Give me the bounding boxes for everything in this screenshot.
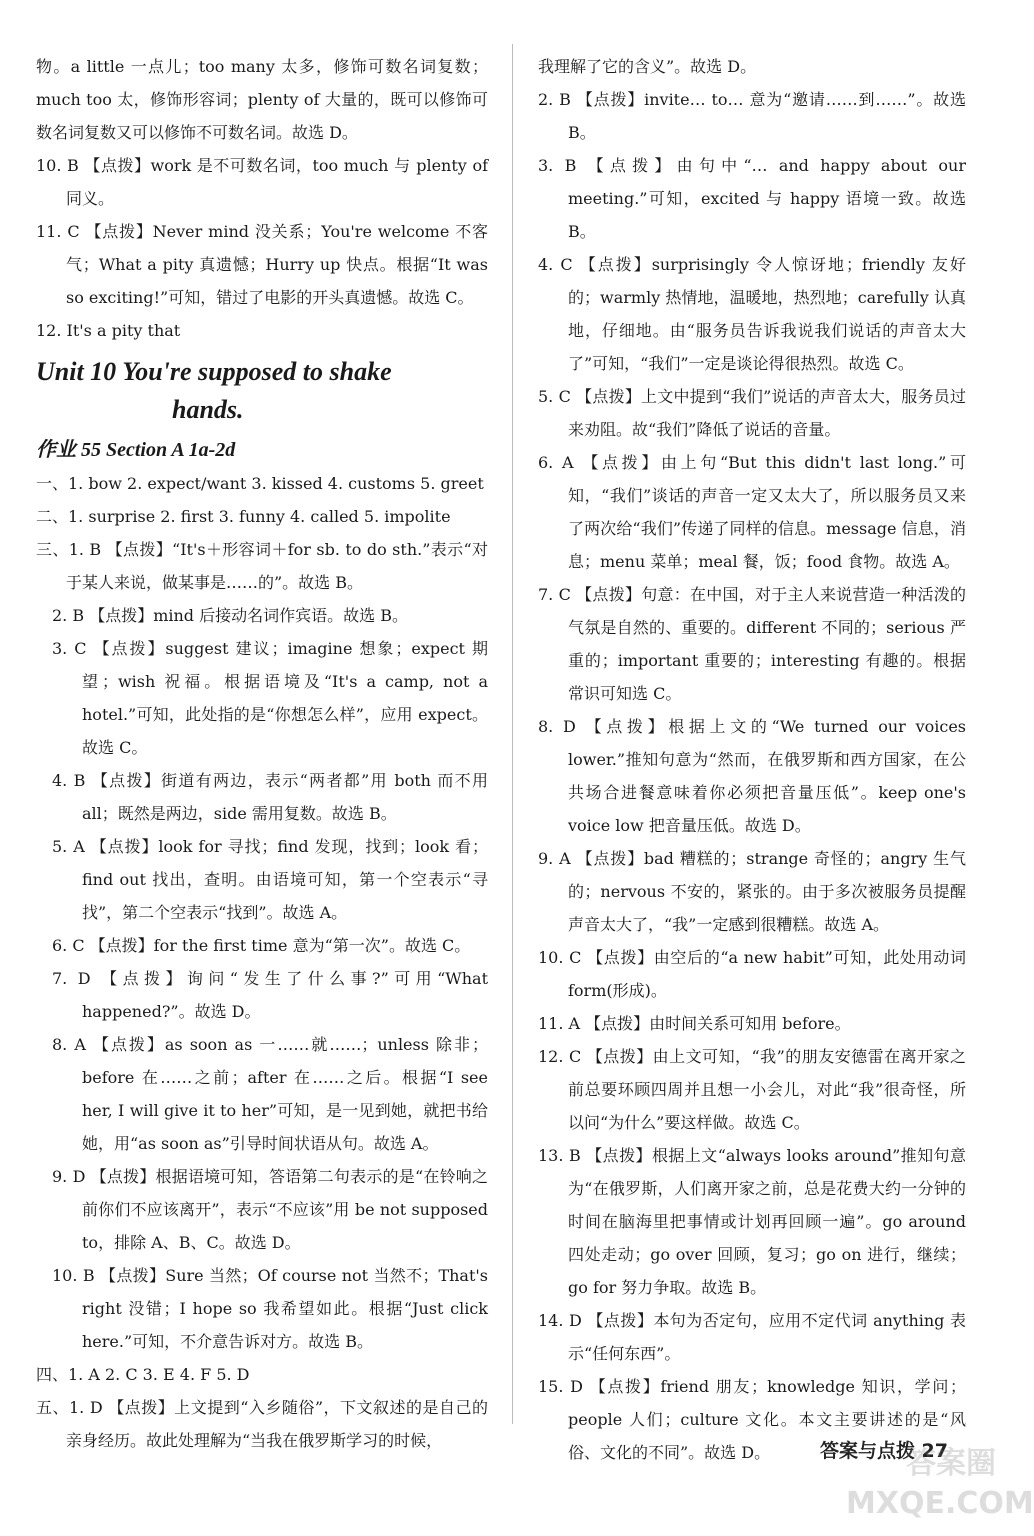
answer-item: 6. A 【点拨】由上句“But this didn't last long.”可知，“我们”谈话的声音一定又太大了，所以服务员又来了两次给“我们”传递了同样的信息。message 信息，消息；menu 菜单；meal 餐，饭；food 食物。故选 A。 [538, 453, 966, 571]
answer-item: 12. It's a pity that [36, 321, 181, 340]
answer-item: 6. C 【点拨】for the first time 意为“第一次”。故选 C。 [52, 936, 471, 955]
part-two-answers: 二、1. surprise 2. first 3. funny 4. called 5. impolite [36, 507, 451, 526]
answer-item: 12. C 【点拨】由上文可知，“我”的朋友安德雷在离开家之前总要环顾四周并且想一小会儿，对此“我”很奇怪，所以问“为什么”要这样做。故选 C。 [538, 1047, 966, 1132]
answer-item: 11. A 【点拨】由时间关系可知用 before。 [538, 1014, 851, 1033]
part-four-answers: 四、1. A 2. C 3. E 4. F 5. D [36, 1365, 250, 1384]
answer-item: 10. B 【点拨】work 是不可数名词，too much 与 plenty of 同义。 [36, 156, 488, 208]
answer-item: 7. D 【点拨】询问“发生了什么事?”可用“What happened?”。故选 D。 [52, 969, 488, 1021]
column-divider [512, 44, 513, 1424]
answer-item: 5. A 【点拨】look for 寻找；find 发现，找到；look 看；find out 找出，查明。由语境可知，第一个空表示“寻找”，第二个空表示“找到”。故选 A。 [52, 837, 488, 922]
answer-item: 10. B 【点拨】Sure 当然；Of course not 当然不；That's right 没错；I hope so 我希望如此。根据“Just click here.”可知，不介意告诉对方。故选 B。 [52, 1266, 488, 1351]
answer-item: 10. C 【点拨】由空后的“a new habit”可知，此处用动词 form(形成)。 [538, 948, 966, 1000]
unit-title-line1: Unit 10 You're supposed to shake [36, 357, 392, 386]
answer-item: 5. C 【点拨】上文中提到“我们”说话的声音太大，服务员过来劝阻。故“我们”降低了说话的音量。 [538, 387, 966, 439]
answer-item: 9. A 【点拨】bad 糟糕的；strange 奇怪的；angry 生气的；nervous 不安的，紧张的。由于多次被服务员提醒声音太大了，“我”一定感到很糟糕。故选 A。 [538, 849, 966, 934]
page-footer: 答案与点拨 27 [819, 1440, 948, 1462]
answer-item: 4. C 【点拨】surprisingly 令人惊讶地；friendly 友好的；warmly 热情地，温暖地，热烈地；carefully 认真地，仔细地。由“服务员告诉我说我们说话的声音太大了”可知，“我们”一定是谈论得很热烈。故选 C。 [538, 255, 966, 373]
left-column [36, 50, 488, 1457]
answer-item: 8. D 【点拨】根据上文的“We turned our voices lower.”推知句意为“然而，在俄罗斯和西方国家，在公共场合进餐意味着你必须把音量压低”。keep one's voice low 把音量压低。故选 D。 [538, 717, 966, 835]
answer-item: 13. B 【点拨】根据上文“always looks around”推知句意为“在俄罗斯，人们离开家之前，总是花费大约一分钟的时间在脑海里把事情或计划再回顾一遍”。go around 四处走动；go over 回顾，复习；go on 进行，继续；go for 努力争取。故选 B。 [538, 1146, 966, 1297]
answer-item: 五、1. D 【点拨】上文提到“入乡随俗”，下文叙述的是自己的亲身经历。故此处理解为“当我在俄罗斯学习的时候， [36, 1398, 488, 1450]
continuation-text: 我理解了它的含义”。故选 D。 [538, 57, 757, 76]
answer-item: 3. B 【点拨】由句中“… and happy about our meeting.”可知，excited 与 happy 语境一致。故选 B。 [538, 156, 966, 241]
answer-item: 2. B 【点拨】invite… to… 意为“邀请……到……”。故选 B。 [538, 90, 966, 142]
intro-paragraph: 物。a little 一点儿；too many 太多，修饰可数名词复数；much too 太，修饰形容词；plenty of 大量的，既可以修饰可数名词复数又可以修饰不可数名词。故选 D。 [36, 57, 488, 142]
section-heading: 作业 55 Section A 1a-2d [36, 439, 236, 461]
answer-item: 3. C 【点拨】suggest 建议；imagine 想象；expect 期望；wish 祝福。根据语境及“It's a camp, not a hotel.”可知，此处指的是“你想怎么样”，应用 expect。故选 C。 [52, 639, 488, 757]
answer-item: 9. D 【点拨】根据语境可知，答语第二句表示的是“在铃响之前你们不应该离开”，表示“不应该”用 be not supposed to，排除 A、B、C。故选 D。 [52, 1167, 488, 1252]
unit-title-line2: hands. [172, 395, 244, 424]
answer-item: 三、1. B 【点拨】“It's＋形容词＋for sb. to do sth.”表示“对于某人来说，做某事是……的”。故选 B。 [36, 540, 488, 592]
unit-title [36, 353, 488, 429]
answer-item: 2. B 【点拨】mind 后接动名词作宾语。故选 B。 [52, 606, 408, 625]
answer-item: 14. D 【点拨】本句为否定句，应用不定代词 anything 表示“任何东西”。 [538, 1311, 966, 1363]
answer-item: 4. B 【点拨】街道有两边，表示“两者都”用 both 而不用 all；既然是两边，side 需用复数。故选 B。 [52, 771, 488, 823]
answer-item: 15. D 【点拨】friend 朋友；knowledge 知识，学问；people 人们；culture 文化。本文主要讲述的是“风俗、文化的不同”。故选 D。 [538, 1377, 966, 1462]
answer-item: 7. C 【点拨】句意：在中国，对于主人来说营造一种活泼的气氛是自然的、重要的。different 不同的；serious 严重的；important 重要的；interesting 有趣的。根据常识可知选 C。 [538, 585, 966, 703]
right-column [538, 50, 966, 1469]
watermark-logo: 答案圈 MXQE.COM [846, 1446, 1034, 1521]
answer-item: 11. C 【点拨】Never mind 没关系；You're welcome 不客气；What a pity 真遗憾；Hurry up 快点。根据“It was so exciting!”可知，错过了电影的开头真遗憾。故选 C。 [36, 222, 488, 307]
answer-item: 8. A 【点拨】as soon as 一……就……；unless 除非；before 在……之前；after 在……之后。根据“I see her, I will give it to her”可知，是一见到她，就把书给她，用“as soon as”引导时间状语从句。故选 A。 [52, 1035, 488, 1153]
part-one-answers: 一、1. bow 2. expect/want 3. kissed 4. customs 5. greet [36, 474, 484, 493]
